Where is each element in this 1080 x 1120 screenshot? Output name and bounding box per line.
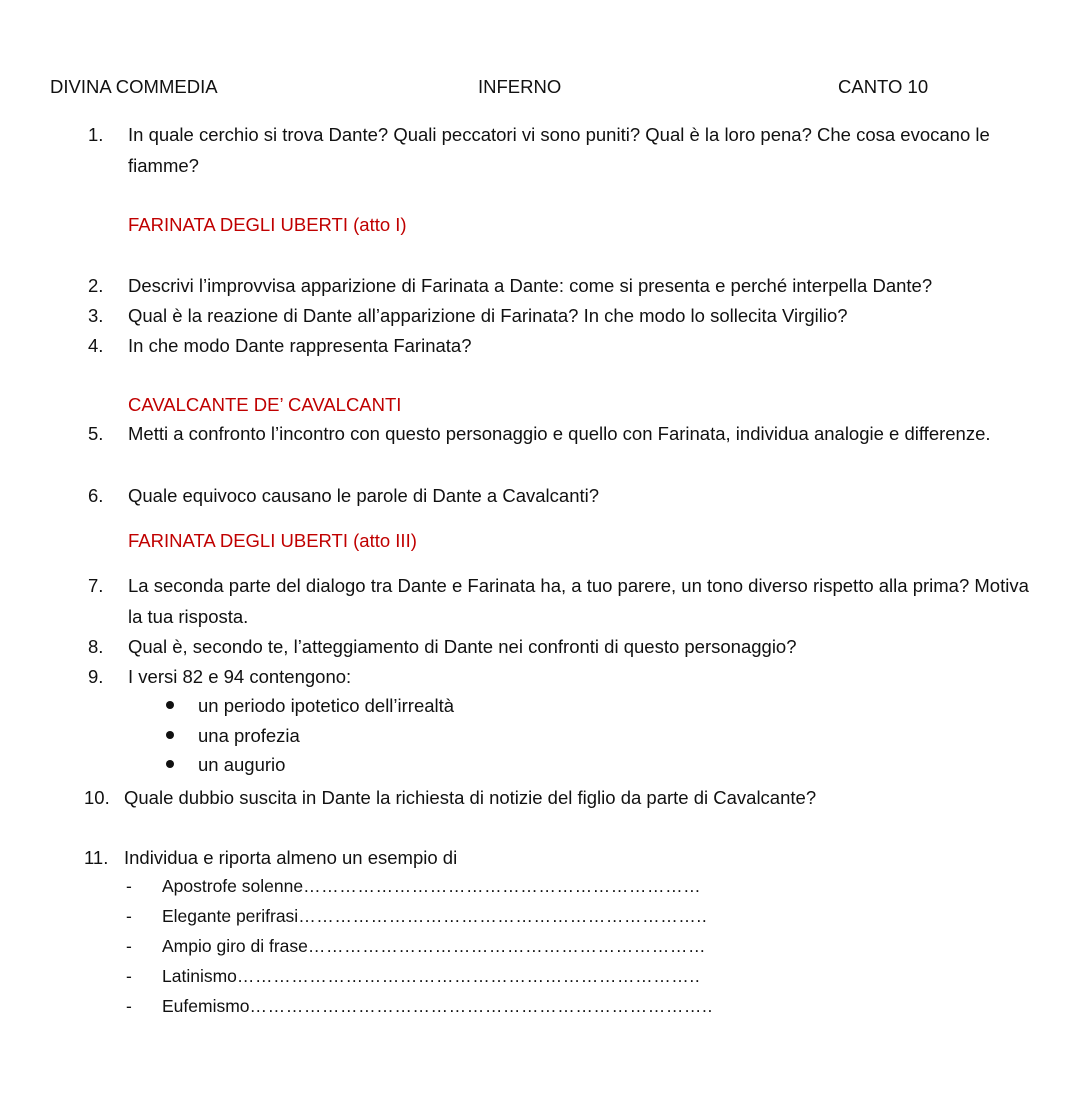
question-9 bbox=[88, 661, 1038, 692]
item-label: Eufemismo bbox=[162, 996, 250, 1016]
bullet-icon bbox=[166, 701, 174, 709]
question-7 bbox=[88, 570, 1038, 632]
question-number: 11. bbox=[84, 847, 109, 868]
bullet-icon bbox=[166, 760, 174, 768]
q9-option-2 bbox=[166, 725, 300, 747]
item-label: Apostrofe solenne bbox=[162, 876, 304, 896]
question-text: Qual è, secondo te, l’atteggiamento di Dante nei confronti di questo personaggio? bbox=[128, 636, 797, 657]
question-5 bbox=[88, 418, 1038, 449]
question-3 bbox=[88, 300, 1038, 331]
fill-in-line[interactable]: ………………………………………………………………….. bbox=[249, 996, 713, 1016]
question-text: Quale dubbio suscita in Dante la richiesta di notizie del figlio da parte di Cavalcante? bbox=[124, 787, 817, 808]
question-10 bbox=[84, 782, 1034, 813]
q11-item-latinismo: - Latinismo………………………………………………………………….. bbox=[126, 966, 701, 986]
section-farinata-atto-1: FARINATA DEGLI UBERTI (atto I) bbox=[128, 214, 407, 235]
question-text: Metti a confronto l’incontro con questo personaggio e quello con Farinata, individua analogie e differenze. bbox=[128, 423, 991, 444]
header-canto: CANTO 10 bbox=[838, 76, 929, 97]
question-number: 3. bbox=[88, 305, 104, 326]
option-text: una profezia bbox=[198, 725, 300, 746]
question-11 bbox=[84, 842, 1034, 873]
question-4 bbox=[88, 330, 1038, 361]
q11-item-apostrofe: - Apostrofe solenne………………………………………………………… bbox=[126, 876, 702, 896]
question-number: 2. bbox=[88, 275, 104, 296]
question-number: 4. bbox=[88, 335, 104, 356]
q9-option-3 bbox=[166, 754, 285, 776]
question-text: I versi 82 e 94 contengono: bbox=[128, 666, 352, 687]
question-1 bbox=[88, 119, 1038, 181]
question-text: In quale cerchio si trova Dante? Quali peccatori vi sono puniti? Qual è la loro pena? Che cosa evocano le fiamme? bbox=[128, 124, 990, 176]
question-text: Qual è la reazione di Dante all’apparizione di Farinata? In che modo lo sollecita Virgilio? bbox=[128, 305, 848, 326]
question-number: 9. bbox=[88, 666, 104, 687]
header-cantica: INFERNO bbox=[478, 76, 562, 97]
fill-in-line[interactable]: ………………………………………………………….. bbox=[298, 906, 708, 926]
option-text: un augurio bbox=[198, 754, 286, 775]
option-text: un periodo ipotetico dell’irrealtà bbox=[198, 695, 455, 716]
q11-item-perifrasi: - Elegante perifrasi………………………………………………………….. bbox=[126, 906, 708, 926]
item-label: Elegante perifrasi bbox=[162, 906, 299, 926]
question-8 bbox=[88, 631, 1038, 662]
fill-in-line[interactable]: ………………………………………………………… bbox=[307, 936, 707, 956]
section-cavalcante: CAVALCANTE DE’ CAVALCANTI bbox=[128, 394, 402, 415]
question-number: 7. bbox=[88, 575, 104, 596]
fill-in-line[interactable]: ………………………………………………………………….. bbox=[236, 966, 701, 986]
question-number: 8. bbox=[88, 636, 104, 657]
question-text: Quale equivoco causano le parole di Dante a Cavalcanti? bbox=[128, 485, 600, 506]
q11-item-eufemismo: - Eufemismo………………………………………………………………….. bbox=[126, 996, 713, 1016]
question-text: La seconda parte del dialogo tra Dante e Farinata ha, a tuo parere, un tono diverso rispetto alla prima? Motiva la tua risposta. bbox=[128, 575, 1029, 627]
question-number: 5. bbox=[88, 423, 104, 444]
question-6 bbox=[88, 480, 1038, 511]
question-text: In che modo Dante rappresenta Farinata? bbox=[128, 335, 472, 356]
q11-item-giro-di-frase: - Ampio giro di frase………………………………………………………… bbox=[126, 936, 707, 956]
question-number: 1. bbox=[88, 124, 104, 145]
question-2 bbox=[88, 270, 1038, 301]
section-farinata-atto-3: FARINATA DEGLI UBERTI (atto III) bbox=[128, 530, 417, 551]
question-number: 10. bbox=[84, 787, 110, 808]
header-title: DIVINA COMMEDIA bbox=[50, 76, 218, 97]
item-label: Latinismo bbox=[162, 966, 237, 986]
question-number: 6. bbox=[88, 485, 104, 506]
bullet-icon bbox=[166, 731, 174, 739]
q9-option-1 bbox=[166, 695, 454, 717]
fill-in-line[interactable]: ………………………………………………………… bbox=[303, 876, 702, 896]
item-label: Ampio giro di frase bbox=[162, 936, 308, 956]
question-text: Individua e riporta almeno un esempio di bbox=[124, 847, 458, 868]
question-text: Descrivi l’improvvisa apparizione di Farinata a Dante: come si presenta e perché interpella Dante? bbox=[128, 275, 933, 296]
